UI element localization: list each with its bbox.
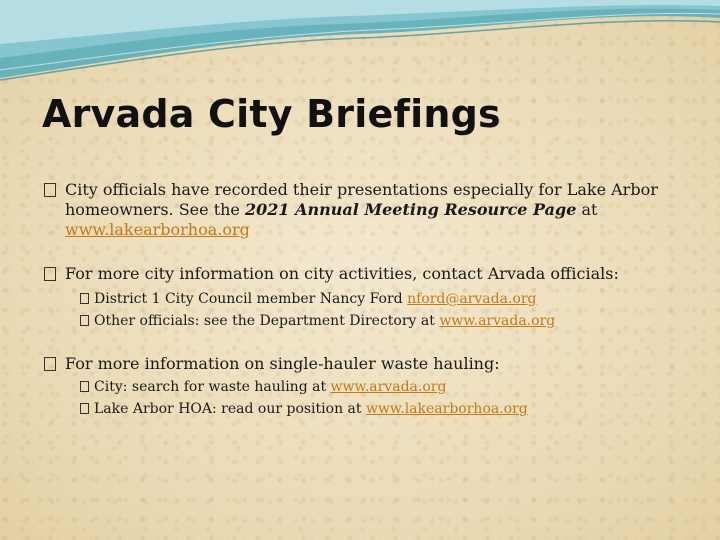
resource-page-emphasis: 2021 Annual Meeting Resource Page	[244, 200, 577, 219]
sub-bullet-text: Lake Arbor HOA: read our position at www.lakearborhoa.org	[94, 401, 528, 417]
sub-bullet-text: City: search for waste hauling at www.arvada.org	[94, 379, 447, 395]
bullet-city-information	[44, 264, 684, 284]
lakearborhoa-link[interactable]: www.lakearborhoa.org	[365, 401, 528, 417]
bullet-text: City officials have recorded their presentations especially for Lake Arbor homeowners. See the 2021 Annual Meeting Resource Page at www.lakearborhoa.org	[65, 180, 658, 239]
bullet-box-icon	[44, 183, 56, 197]
bullet-box-icon	[44, 357, 56, 371]
page-title: Arvada City Briefings	[42, 92, 501, 136]
sub-bullet-hoa-position	[80, 400, 680, 418]
sub-bullet-box-icon	[80, 403, 89, 414]
sub-bullet-text: District 1 City Council member Nancy Ford nford@arvada.org	[94, 291, 537, 307]
sub-bullet-box-icon	[80, 293, 89, 304]
bullet-text: For more information on single-hauler waste hauling:	[65, 354, 500, 373]
sub-bullet-text: Other officials: see the Department Directory at www.arvada.org	[94, 313, 556, 329]
bullet-box-icon	[44, 267, 56, 281]
bullet-city-presentations	[44, 180, 684, 240]
sub-bullet-box-icon	[80, 315, 89, 326]
sub-bullet-box-icon	[80, 381, 89, 392]
sub-bullet-council-member	[80, 290, 680, 308]
decorative-wave-header	[0, 0, 720, 90]
nford-email-link[interactable]: nford@arvada.org	[407, 291, 537, 307]
arvada-link[interactable]: www.arvada.org	[330, 379, 447, 395]
sub-bullet-other-officials	[80, 312, 680, 330]
bullet-text: For more city information on city activities, contact Arvada officials:	[65, 264, 619, 283]
bullet-waste-hauling	[44, 354, 684, 374]
sub-bullet-city-search	[80, 378, 680, 396]
lakearborhoa-link[interactable]: www.lakearborhoa.org	[65, 220, 250, 239]
arvada-link[interactable]: www.arvada.org	[439, 313, 556, 329]
